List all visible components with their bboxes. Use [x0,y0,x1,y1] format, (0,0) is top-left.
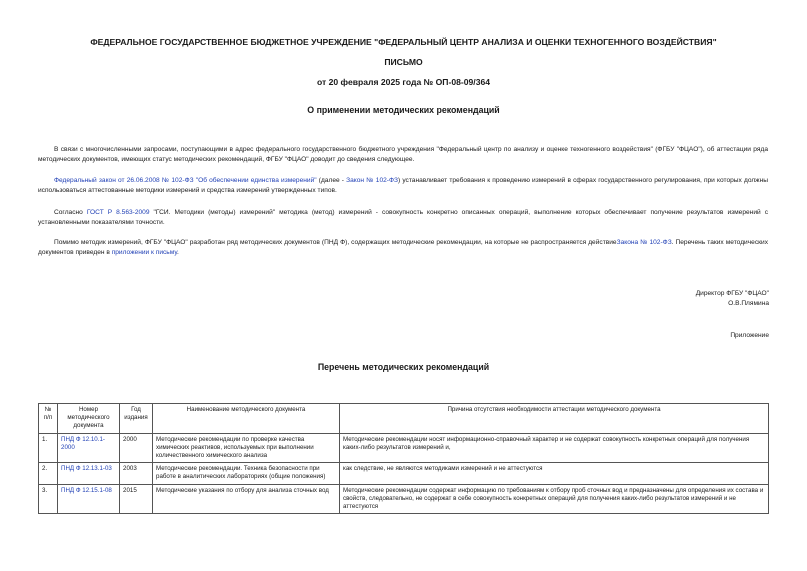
year-cell: 2000 [120,433,153,463]
doc-name-cell: Методические указания по отбору для анализа сточных вод [153,484,340,514]
doc-number-link[interactable]: ПНД Ф 12.10.1-2000 [61,435,105,451]
column-header: Причина отсутствия необходимости аттестации методического документа [340,404,769,434]
doc-number-link[interactable]: ПНД Ф 12.13.1-03 [61,465,112,473]
doc-number-cell [58,433,120,463]
paragraph-1: В связи с многочисленными запросами, поступающими в адрес федерального государственного бюджетного учреждения "Федеральный центр по анализу и оценке техногенного воздействия" (ФГБУ "ФЦАО"), об аттестации ряда методических документов, имеющих статус методических рекомендаций, ФГБУ "ФЦАО" доводит до сведения следующее. [38,146,768,163]
column-header: № п/п [39,404,58,434]
year-cell: 2015 [120,484,153,514]
doc-name-cell: Методические рекомендации. Техника безопасности при работе в аналитических лабораториях (общие положения) [153,463,340,484]
paragraph-4-start: Помимо методик измерений, ФГБУ "ФЦАО" разработан ряд методических документов (ПНД Ф), содержащих методические рекомендации, на которые не распространяется действие [54,239,617,246]
appendix-link[interactable]: приложении к письму [111,249,177,256]
table-row [39,433,769,463]
reason-cell: Методические рекомендации содержат информацию по требованиям к отбору проб сточных вод и предназначены для определения их состава и свойств, следовательно, не содержат в себе совокупность конкретных операций для получения каких-либо результатов измерений и не аттестуются [340,484,769,514]
paragraph-2-mid: (далее - [316,177,347,184]
paragraph-3 [38,208,768,228]
organization-heading: ФЕДЕРАЛЬНОЕ ГОСУДАРСТВЕННОЕ БЮДЖЕТНОЕ УЧРЕЖДЕНИЕ "ФЕДЕРАЛЬНЫЙ ЦЕНТР АНАЛИЗА И ОЦЕНКИ ТЕХНОГЕННОГО ВОЗДЕЙСТВИЯ" [90,37,717,47]
table-row [39,463,769,484]
appendix-label: Приложение [730,332,769,339]
law-102-short-link[interactable]: Закон № 102-ФЗ [346,177,398,184]
paragraph-2-text: ) устанавливает требования к проведению измерений в сферах государственного регулирования, при которых должны использоваться аттестованные методики измерений и средства измерений утвержденных типов. [38,177,768,194]
document-subject: О применении методических рекомендаций [307,105,500,115]
doc-number-link[interactable]: ПНД Ф 12.15.1-08 [61,486,112,494]
row-number: 1. [39,433,58,463]
paragraph-4 [38,238,768,258]
row-number: 3. [39,484,58,514]
table-header-row [39,404,769,434]
reason-cell: как следствие, не являются методиками измерений и не аттестуются [340,463,769,484]
paragraph-2 [38,176,768,196]
paragraph-4-mid: . Перечень таких методических документов приведен в [38,239,768,256]
paragraph-3-text: "ГСИ. Методики (методы) измерений" методика (метод) измерений - совокупность конкретно описанных операций, выполнение которых обеспечивает получение результатов измерений с установленными показателями точности. [38,209,769,226]
column-header: Год издания [120,404,153,434]
paragraph-3-start: Согласно [54,209,87,216]
year-cell: 2003 [120,463,153,484]
paragraph-4-end: . [177,249,179,256]
recommendations-table [38,403,769,514]
doc-number-cell [58,463,120,484]
appendix-title: Перечень методических рекомендаций [317,362,490,372]
law-102-link-2[interactable]: Закона № 102-ФЗ [616,239,672,246]
document-type: ПИСЬМО [384,57,423,67]
reason-cell: Методические рекомендации носят информационно-справочный характер и не содержат совокупность конкретных операций для получения каких-либо результатов измерений и, [340,433,769,463]
table-row [39,484,769,514]
signature-position: Директор ФГБУ "ФЦАО" [695,290,769,297]
doc-name-cell: Методические рекомендации по проверке качества химических реактивов, используемых при выполнении количественного химического анализа [153,433,340,463]
gost-link[interactable]: ГОСТ Р 8.563-2009 [86,209,150,216]
column-header: Наименование методического документа [153,404,340,434]
document-date-number: от 20 февраля 2025 года № ОП-08-09/364 [316,77,491,87]
signature-name: О.В.Плямина [728,300,769,307]
doc-number-cell [58,484,120,514]
column-header: Номер методического документа [58,404,120,434]
law-102-link[interactable]: Федеральный закон от 26.06.2008 № 102-ФЗ "Об обеспечении единства измерений" [54,177,317,184]
row-number: 2. [39,463,58,484]
